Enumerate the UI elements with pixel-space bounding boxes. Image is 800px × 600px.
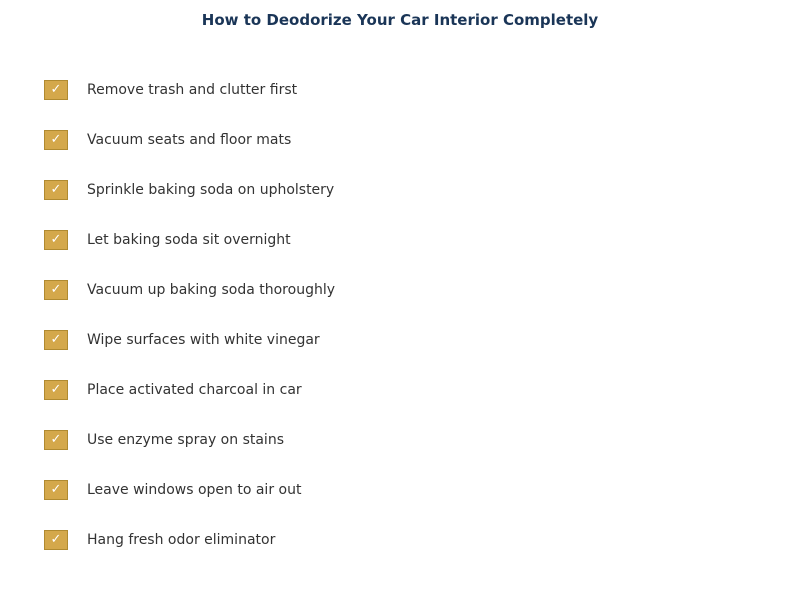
checklist-item-label: Remove trash and clutter first xyxy=(87,82,298,98)
checklist-item-label: Vacuum up baking soda thoroughly xyxy=(87,282,336,298)
checklist-item-label: Wipe surfaces with white vinegar xyxy=(87,332,320,348)
checklist-item xyxy=(44,80,544,100)
checkbox-checked-icon[interactable]: ✓ xyxy=(44,180,68,200)
checklist-item-label: Let baking soda sit overnight xyxy=(87,232,291,248)
checklist-item-label: Hang fresh odor eliminator xyxy=(87,532,276,548)
checklist-item xyxy=(44,430,544,450)
checkbox-checked-icon[interactable]: ✓ xyxy=(44,330,68,350)
checklist-item xyxy=(44,530,544,550)
checkbox-checked-icon[interactable]: ✓ xyxy=(44,230,68,250)
checkbox-checked-icon[interactable]: ✓ xyxy=(44,530,68,550)
checklist-item xyxy=(44,380,544,400)
checkbox-checked-icon[interactable]: ✓ xyxy=(44,80,68,100)
checkbox-checked-icon[interactable]: ✓ xyxy=(44,430,68,450)
checkbox-checked-icon[interactable]: ✓ xyxy=(44,280,68,300)
checklist-item-label: Sprinkle baking soda on upholstery xyxy=(87,182,335,198)
checkbox-checked-icon[interactable]: ✓ xyxy=(44,380,68,400)
checkbox-checked-icon[interactable]: ✓ xyxy=(44,130,68,150)
checklist-item xyxy=(44,180,544,200)
checklist-item-label: Leave windows open to air out xyxy=(87,482,302,498)
checklist-item xyxy=(44,280,544,300)
checklist-item xyxy=(44,230,544,250)
checklist-item-label: Vacuum seats and floor mats xyxy=(87,132,292,148)
checklist-item xyxy=(44,330,544,350)
checklist-item-label: Use enzyme spray on stains xyxy=(87,432,284,448)
checklist-item-label: Place activated charcoal in car xyxy=(87,382,302,398)
checklist-item xyxy=(44,130,544,150)
checkbox-checked-icon[interactable]: ✓ xyxy=(44,480,68,500)
page-title: How to Deodorize Your Car Interior Completely xyxy=(201,11,599,29)
checklist-item xyxy=(44,480,544,500)
